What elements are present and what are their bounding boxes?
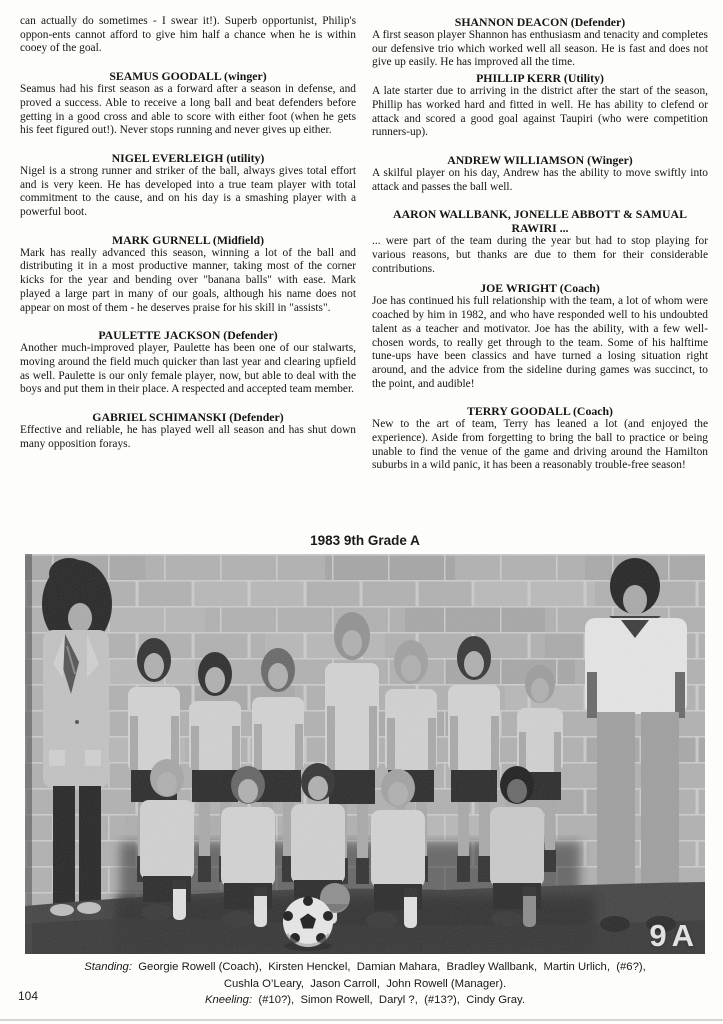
section-heading: NIGEL EVERLEIGH (utility) [111,150,265,165]
section-heading: PHILLIP KERR (Utility) [476,71,604,86]
section-nigel-everleigh [20,151,356,220]
section-heading: ANDREW WILLIAMSON (Winger) [447,152,633,167]
section-body: Seamus had his first season as a forward after a season in defense, and proved a success. Able to receive a long ball and beat defenders before getting in a good cross and able to score with either foot (when he gets his feet figured out!). Never stops running and never gives up either. [20,83,356,137]
section-heading: TERRY GOODALL (Coach) [467,404,613,419]
standing-names: Georgie Rowell (Coach), Kirsten Henckel, Damian Mahara, Bradley Wallbank, Martin Urlich, (#6?), [131,961,646,973]
caption-standing-line1 [25,959,705,976]
section-body: A first season player Shannon has enthusiasm and tenacity and completes our defensive trio which worked well all season. He is fast and does not give up easily. He has improved all the time. [372,29,708,69]
section-body: Nigel is a strong runner and striker of the ball, always gives total effort and is very keen. He has developed into a true team player with total commitment to the cause, and on his day is a smashing player with a powerful boot. [20,164,356,219]
photo-title: 1983 9th Grade A [310,533,420,548]
section-heading: AARON WALLBANK, JONELLE ABBOTT & SAMUAL RAWIRI ... [393,207,687,236]
team-photo-illustration [25,554,705,954]
section-heading: SHANNON DEACON (Defender) [454,15,626,29]
section-seamus-goodall [20,69,356,138]
section-body: can actually do sometimes - I swear it!). Superb opportunist, Philip's oppon-ents cannot afford to give him half a chance when he is within cooey of the goal. [20,15,356,55]
page-number: 104 [18,989,39,1003]
section-joe-wright [372,281,708,391]
section-phillip-kerr [372,71,708,140]
section-terry-goodall [372,404,708,473]
film-grain [25,554,705,954]
section-body: Joe has continued his full relationship with the team, a lot of whom were coached by him in 1982, and who have responded well to his undoubted talent as a teacher and motivator. Joe has the ability, with a few well-chosen words, to really get through to the team. Some of his halftime tune-ups have been classics and have turned a losing situation right around, and the advice from the sideline during games was succinct, to the point, and audible! [372,295,708,390]
left-column [20,15,356,473]
kneeling-names: (#10?), Simon Rowell, Daryl ?, (#13?), Cindy Gray. [252,994,525,1007]
section-heading: GABRIEL SCHIMANSKI (Defender) [92,410,284,425]
section-continuation [20,15,356,56]
team-photo [25,554,705,954]
section-heading: SEAMUS GOODALL (winger) [109,69,267,84]
standing-label: Standing: [84,961,132,973]
photo-caption [25,959,705,1009]
section-heading: MARK GURNELL (Midfield) [111,232,265,247]
kneeling-label: Kneeling: [204,994,253,1007]
section-body: A skilful player on his day, Andrew has the ability to move swiftly into attack and passes the ball well. [372,166,708,193]
section-gabriel-schimanski [20,410,356,451]
photo-block [25,533,705,1009]
photo-watermark: 9A [649,918,699,953]
section-departed-players [372,207,708,276]
text-columns [20,15,708,473]
section-shannon-deacon [372,15,708,70]
section-body: A late starter due to arriving in the district after the start of the season, Phillip has worked hard and fitted in well. He has ability to clefend or attack and scored a good goal against Taupiri (who were competition runners-up). [372,85,708,139]
scan-edge-line [0,1019,723,1021]
section-mark-gurnell [20,233,356,316]
caption-standing-line2 [25,976,705,993]
section-heading: JOE WRIGHT (Coach) [480,281,600,296]
section-body: New to the art of team, Terry has leaned a lot (and enjoyed the experience). Aside from forgetting to bring the ball to practice or being unable to find the venue of the game and driving around the Hamilton suburbs in a wild panic, it has been a reasonably trouble-free season! [372,418,708,472]
section-body: ... were part of the team during the year but had to stop playing for various reasons, but thanks are due to them for their considerable contributions. [372,235,708,275]
caption-kneeling-line [25,992,705,1009]
section-paulette-jackson [20,328,356,397]
right-column [372,15,708,473]
section-andrew-williamson [372,153,708,194]
section-heading: PAULETTE JACKSON (Defender) [98,328,278,343]
standing-names-continued: Cushla O’Leary, Jason Carroll, John Rowell (Manager). [223,977,507,990]
section-body: Mark has really advanced this season, winning a lot of the ball and distributing it in a most productive manner, taking most of the corner kicks for the year and bending over "banana balls" with ease. Mark played a large part in many of our goals, although his name does not appear on most of them - he deserves praise for his skill in "assists". [20,246,356,314]
section-body: Effective and reliable, he has played well all season and has shut down many opposition forays. [20,424,356,450]
section-body: Another much-improved player, Paulette has been one of our stalwarts, moving around the field much quicker than last year and clearing upfield as well. Paulette is our only female player, now, but able to deal with the boys and put them in their place. A respected and accepted team member. [20,342,356,396]
